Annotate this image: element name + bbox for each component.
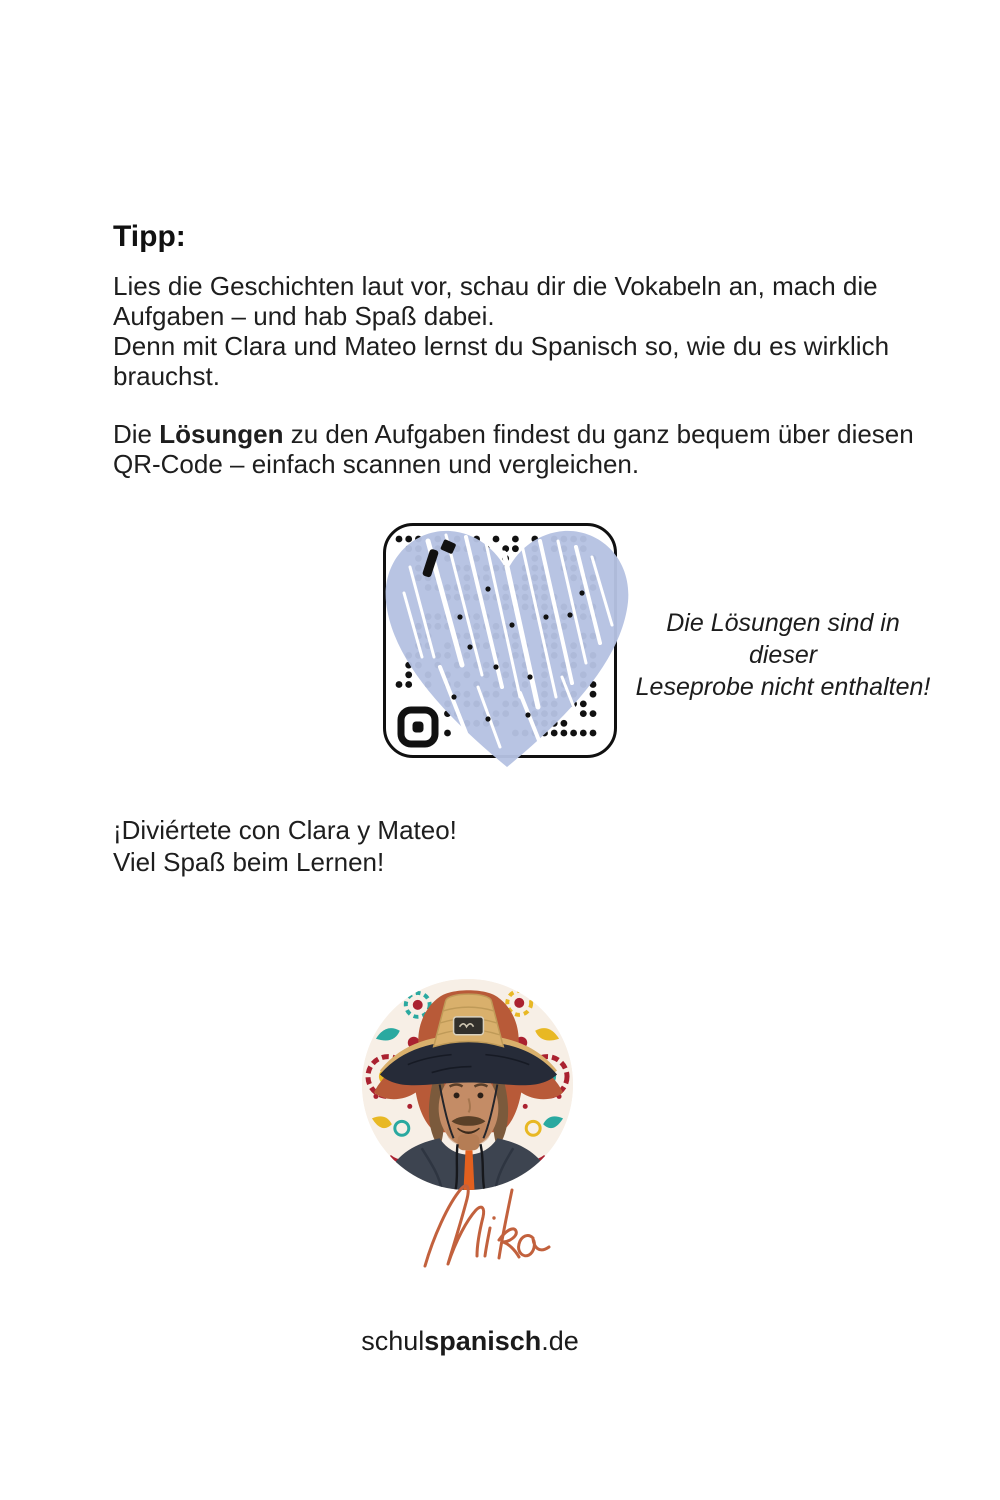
neck: [458, 1134, 480, 1150]
site-url-prefix: schul: [361, 1326, 425, 1356]
solutions-prefix: Die: [113, 419, 160, 449]
invitation-text: [113, 814, 457, 878]
niko-signature: [418, 1178, 614, 1274]
niko-portrait-photo: [362, 979, 573, 1190]
solutions-bold-word: Lösungen: [159, 419, 284, 449]
solutions-paragraph: [113, 419, 933, 479]
invite-line-spanish: ¡Diviértete con Clara y Mateo!: [113, 815, 457, 845]
intro-line: brauchst.: [113, 361, 220, 391]
solutions-rest: zu den Aufgaben findest du ganz bequem über diesen: [283, 419, 914, 449]
solutions-line-1: [113, 419, 933, 449]
invite-line-german: Viel Spaß beim Lernen!: [113, 847, 385, 877]
solutions-line-2: QR-Code – einfach scannen und vergleichen.: [113, 449, 640, 479]
intro-paragraph: [113, 271, 913, 391]
qr-note-line: Die Lösungen sind in dieser: [666, 609, 900, 669]
qr-note: [630, 607, 936, 703]
site-url: [0, 1326, 940, 1357]
site-url-bold: spanisch: [424, 1326, 542, 1356]
portrait-illustration: [362, 979, 573, 1190]
intro-line: Lies die Geschichten laut vor, schau dir die Vokabeln an, mach die: [113, 271, 878, 301]
tip-heading: Tipp:: [113, 220, 186, 253]
qr-note-line: Leseprobe nicht enthalten!: [635, 673, 931, 701]
site-url-suffix: .de: [541, 1326, 579, 1356]
qr-finder-marker: [401, 710, 435, 744]
intro-line: Aufgaben – und hab Spaß dabei.: [113, 301, 495, 331]
qr-code: [383, 523, 617, 758]
qr-dot-field: [396, 536, 597, 737]
qr-code-icon: [386, 526, 614, 755]
intro-line: Denn mit Clara und Mateo lernst du Spanisch so, wie du es wirklich: [113, 331, 890, 361]
